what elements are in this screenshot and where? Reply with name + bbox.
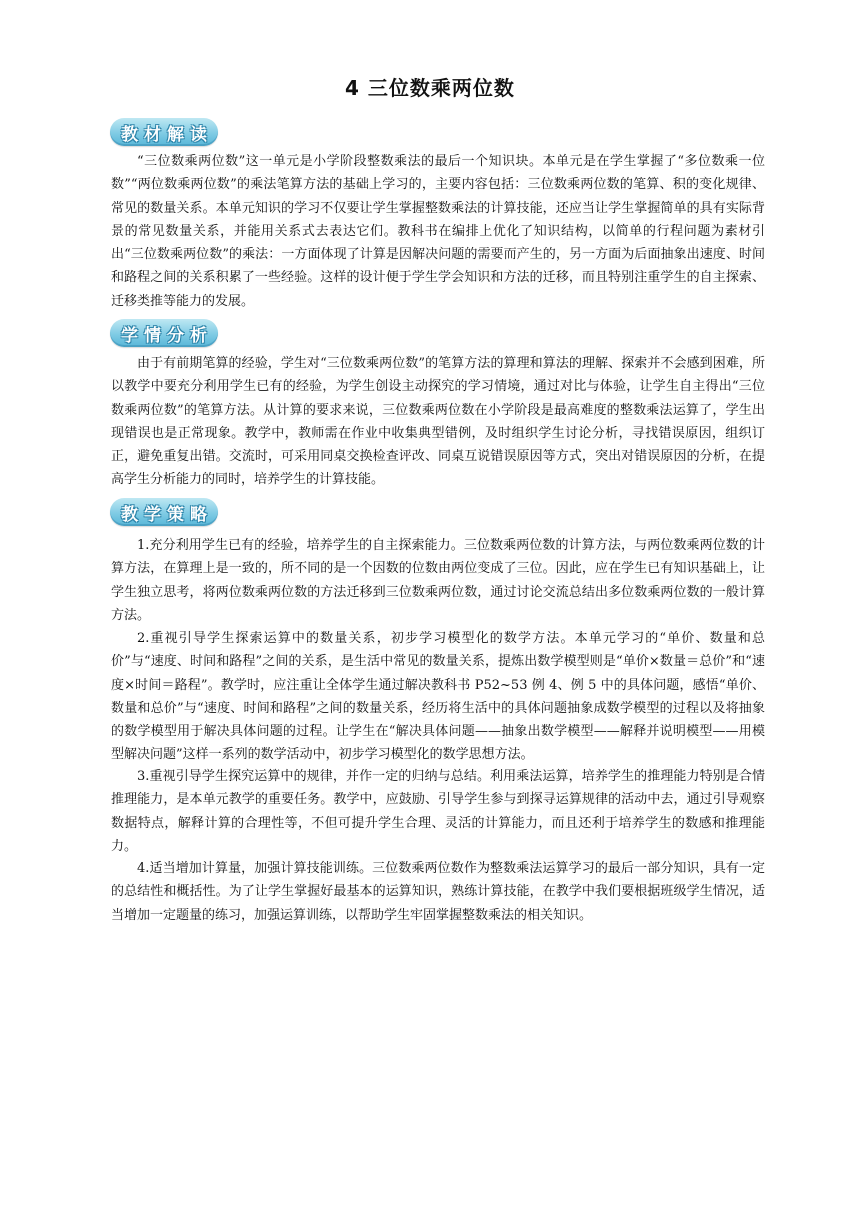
section-heading-badge-textbook-reading <box>110 118 218 146</box>
paragraph-strategy-4: 4.适当增加计算量，加强计算技能训练。三位数乘两位数作为整数乘法运算学习的最后一部分知识，具有一定的总结性和概括性。为了让学生掌握好最基本的运算知识，熟练计算技能，在教学中我们要根据班级学生情况，适当增加一定题量的练习，加强运算训练，以帮助学生牢固掌握整数乘法的相关知识。 <box>111 861 765 923</box>
section-heading-badge-teaching-strategy <box>110 498 218 526</box>
paragraph-strategy-1: 1.充分利用学生已有的经验，培养学生的自主探索能力。三位数乘两位数的计算方法，与两位数乘两位数的计算方法，在算理上是一致的，所不同的是一个因数的位数由两位变成了三位。因此，应在学生已有知识基础上，让学生独立思考，将两位数乘两位数的方法迁移到三位数乘两位数，通过讨论交流总结出多位数乘两位数的一般计算方法。 <box>111 538 765 623</box>
paragraph-textbook-reading: “三位数乘两位数”这一单元是小学阶段整数乘法的最后一个知识块。本单元是在学生掌握了“多位数乘一位数”“两位数乘两位数”的乘法笔算方法的基础上学习的，主要内容包括：三位数乘两位数的笔算、积的变化规律、常见的数量关系。本单元知识的学习不仅要让学生掌握整数乘法的计算技能，还应当让学生掌握简单的具有实际背景的常见数量关系，并能用关系式去表达它们。教科书在编排上优化了知识结构，以简单的行程问题为素材引出“三位数乘两位数”的乘法：一方面体现了计算是因解决问题的需要而产生的，另一方面为后面抽象出速度、时间和路程之间的关系积累了一些经验。这样的设计便于学生学会知识和方法的迁移，而且特别注重学生的自主探索、迁移类推等能力的发展。 <box>111 154 765 309</box>
section-heading-label: 学情分析 <box>121 325 213 346</box>
section-heading-label: 教材解读 <box>121 124 213 145</box>
page-title: 4 三位数乘两位数 <box>345 76 515 100</box>
paragraph-strategy-2: 2.重视引导学生探索运算中的数量关系，初步学习模型化的数学方法。本单元学习的“单价、数量和总价”与“速度、时间和路程”之间的关系，是生活中常见的数量关系，提炼出数学模型则是“单价×数量＝总价”和“速度×时间＝路程”。教学时，应注重让全体学生通过解决教科书 P52~53 例 4、例 5 中的具体问题，感悟“单价、数量和总价”与“速度、时间和路程”之间的数量关系，经历将生活中的具体问题抽象成数学模型的过程以及将抽象的数学模型用于解决具体问题的过程。让学生在“解决具体问题——抽象出数学模型——解释并说明模型——用模型解决问题”这样一系列的数学活动中，初步学习模型化的数学思想方法。 <box>111 631 765 763</box>
paragraph-strategy-3: 3.重视引导学生探究运算中的规律，并作一定的归纳与总结。利用乘法运算，培养学生的推理能力特别是合情推理能力，是本单元教学的重要任务。教学中，应鼓励、引导学生参与到探寻运算规律的活动中去，通过引导观察数据特点，解释计算的合理性等，不但可提升学生合理、灵活的计算能力，而且还利于培养学生的数感和推理能力。 <box>111 769 765 854</box>
section-heading-badge-student-analysis <box>110 319 218 347</box>
paragraph-student-analysis: 由于有前期笔算的经验，学生对“三位数乘两位数”的笔算方法的算理和算法的理解、探索并不会感到困难，所以教学中要充分利用学生已有的经验，为学生创设主动探究的学习情境，通过对比与体验，让学生自主得出“三位数乘两位数”的笔算方法。从计算的要求来说，三位数乘两位数在小学阶段是最高难度的整数乘法运算了，学生出现错误也是正常现象。教学中，教师需在作业中收集典型错例，及时组织学生讨论分析，寻找错误原因，组织订正，避免重复出错。交流时，可采用同桌交换检查评改、同桌互说错误原因等方式，突出对错误原因的分析，在提高学生分析能力的同时，培养学生的计算技能。 <box>111 356 765 488</box>
section-heading-label: 教学策略 <box>121 504 213 525</box>
